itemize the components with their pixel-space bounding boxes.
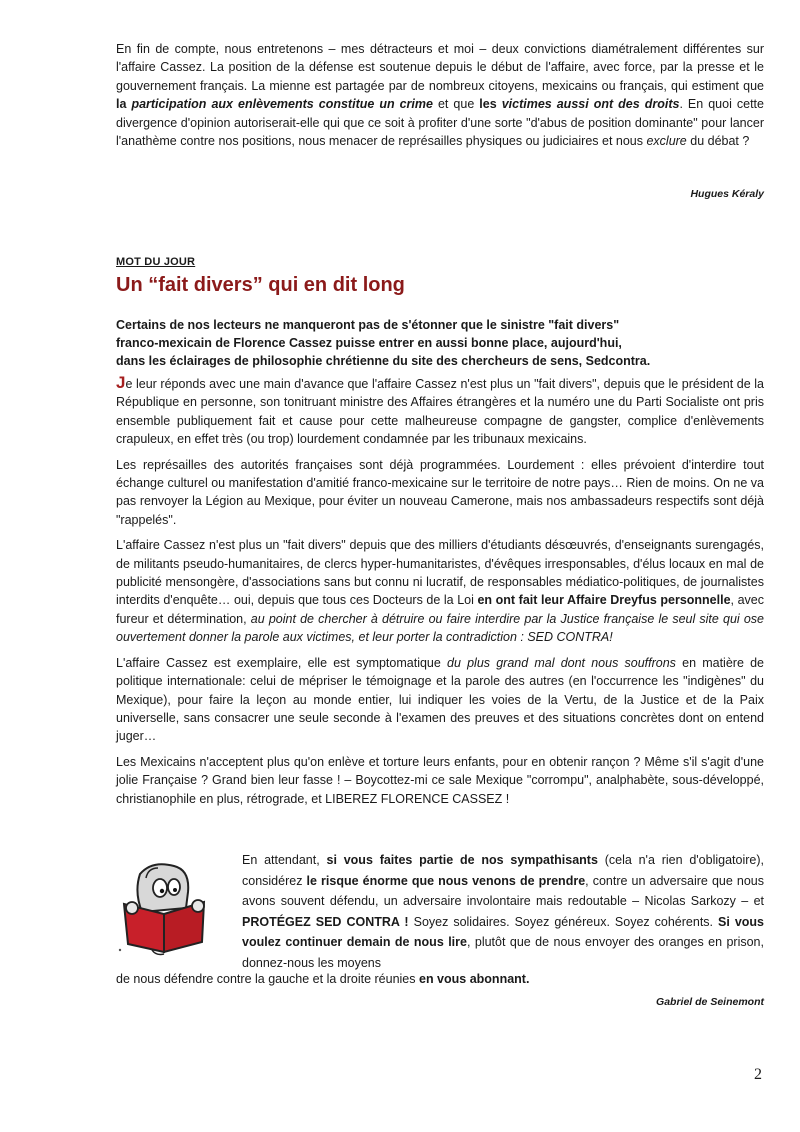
body-paragraph-2: Les représailles des autorités françaises sont déjà programmées. Lourdement : elles prévoient d'interdire tout échange culturel ou manifestation d'amitié franco-mexicaine sur le territoire de notre pays… Rien de moins. On ne va pas renvoyer la Légion au Mexique, pour éviter un nouveau Camerone, mais nos ambassadeurs respectifs sont déjà "rappelés". [116, 457, 764, 527]
text-run: et que [432, 97, 480, 112]
intro-paragraph [116, 40, 764, 150]
text-run: En attendant, [242, 853, 327, 867]
italic-run: du plus grand mal dont nous souffrons [447, 655, 676, 670]
body-paragraph-4 [116, 654, 764, 746]
bold-italic-run: participation aux enlèvements constitue un crime [131, 97, 433, 112]
text-run: e leur réponds avec une main d'avance que l'affaire Cassez n'est plus un "fait divers", depuis que le président de la République en personne, son tonitruant ministre des Affaires étrangères et la numéro une du Parti Socialiste ont pris ensemble publiquement fait et cause pour cette malheureuse compagne de gangster, complice d'enlèvements crapuleux, en effet très (ou trop) lourdement condamnée par les tribunaux mexicains. [116, 377, 764, 447]
body-paragraph-1 [116, 374, 764, 449]
text-run: (cela n'a rien d'obligatoire), considérez [242, 853, 764, 888]
text-run: , plutôt que de nous envoyer des oranges en prison, donnez-nous les moyens [242, 935, 764, 970]
text-run: de nous défendre contre la gauche et la droite réunies [116, 972, 419, 986]
drop-cap: J [116, 373, 126, 392]
body-paragraph-5: Les Mexicains n'acceptent plus qu'on enlève et torture leurs enfants, pour en obtenir rançon ? Même s'il s'agit d'une jolie Française ? Grand bien leur fasse ! – Boycottez-mi ce sale Mexique "corrompu", analphabète, sous-développé, christianophile en plus, rétrograde, et LIBEREZ FLORENCE CASSEZ ! [116, 754, 764, 806]
text-run: , avec fureur et détermination, [116, 593, 764, 626]
italic-run: au point de chercher à détruire ou faire interdire par la Justice française le seul site qui ose ouvertement donner la parole aux victimes, et leur porter la contradiction : SED CONTRA! [116, 611, 764, 645]
appeal-tail-line [116, 970, 764, 988]
reading-mascot-illustration [112, 852, 232, 956]
lead-line: franco-mexicain de Florence Cassez puisse entrer en aussi bonne place, aujourd'hui, [116, 336, 622, 351]
intro-signature: Hugues Kéraly [690, 188, 764, 200]
text-run: L'affaire Cassez est exemplaire, elle est symptomatique [116, 655, 448, 670]
text-run: L'affaire Cassez n'est plus un "fait divers" depuis que des milliers d'étudiants désœuvrés, d'enseignants surengagés, de militants pseudo-humanitaires, de clercs hyper-humanitaristes, d'évêques irresponsables, d'élus locaux en mal de publicité mensongère, d'associations sans but connu ni lucratif, de responsables médiatico-politiques, de journalistes interdits d'enquête… oui, depuis que tous ces Docteurs de la Loi [116, 538, 764, 608]
lead-line: Certains de nos lecteurs ne manqueront pas de s'étonner que le sinistre "fait divers" [116, 318, 620, 332]
bold-run: les [479, 97, 502, 112]
bold-run: si vous faites partie de nos sympathisants [326, 853, 598, 867]
bold-run: PROTÉGEZ SED CONTRA ! [242, 914, 409, 929]
italic-run: exclure [646, 134, 687, 149]
page-number: 2 [754, 1066, 762, 1083]
article-title: Un “fait divers” qui en dit long [116, 274, 405, 296]
bold-italic-run: victimes aussi ont des droits [501, 97, 680, 112]
text-run: , contre un adversaire que nous avons souvent défendu, un adversaire involontaire mais redoutable – Nicolas Sarkozy – et [242, 873, 764, 909]
text-run: En fin de compte, nous entretenons – mes détracteurs et moi – deux convictions diamétralement différentes sur l'affaire Cassez. La position de la défense est soutenue depuis le début de l'affaire, avec force, par la presse et le gouvernement français. La mienne est partagée par de nombreux citoyens, mexicains ou français, qui estiment que [116, 42, 764, 93]
appeal-paragraph [242, 850, 764, 974]
appeal-tail [116, 970, 764, 988]
text-run: . En quoi cette divergence d'opinion autoriserait-elle qui que ce soit à profiter d'une sorte "d'abus de position dominante" pour lancer l'anathème contre nos positions, nous menacer de représailles physiques ou judiciaires et nous [116, 97, 764, 149]
subscription-appeal [242, 850, 764, 974]
article-signature: Gabriel de Seinemont [656, 996, 764, 1008]
article-body [116, 374, 764, 808]
bold-run: la [116, 97, 132, 112]
body-paragraph-3 [116, 536, 764, 646]
text-run: en matière de politique internationale: celui de mépriser le témoignage et la parole des autres (en l'occurrence les "indigènes" du Mexique), pour faire la leçon au monde entier, lui indiquer les voies de la Vertu, de la Justice et de la Paix universelle, sans consacrer une seule seconde à l'examen des preuves et des situations concrètes dont on entend juger… [116, 655, 764, 744]
text-run: du débat ? [686, 134, 750, 149]
text-run: Soyez solidaires. Soyez généreux. Soyez cohérents. [408, 914, 719, 929]
bold-run: en ont fait leur Affaire Dreyfus personnelle [477, 593, 731, 608]
intro-section [116, 40, 764, 150]
bold-run: le risque énorme que nous venons de prendre [306, 873, 586, 888]
bold-run: Si vous voulez continuer demain de nous lire [242, 914, 764, 950]
subscribe-call-to-action: en vous abonnant. [419, 972, 530, 986]
section-kicker: MOT DU JOUR [116, 256, 196, 268]
lead-line: dans les éclairages de philosophie chrétienne du site des chercheurs de sens, Sedcontra. [116, 354, 651, 369]
article-lead [116, 316, 764, 371]
